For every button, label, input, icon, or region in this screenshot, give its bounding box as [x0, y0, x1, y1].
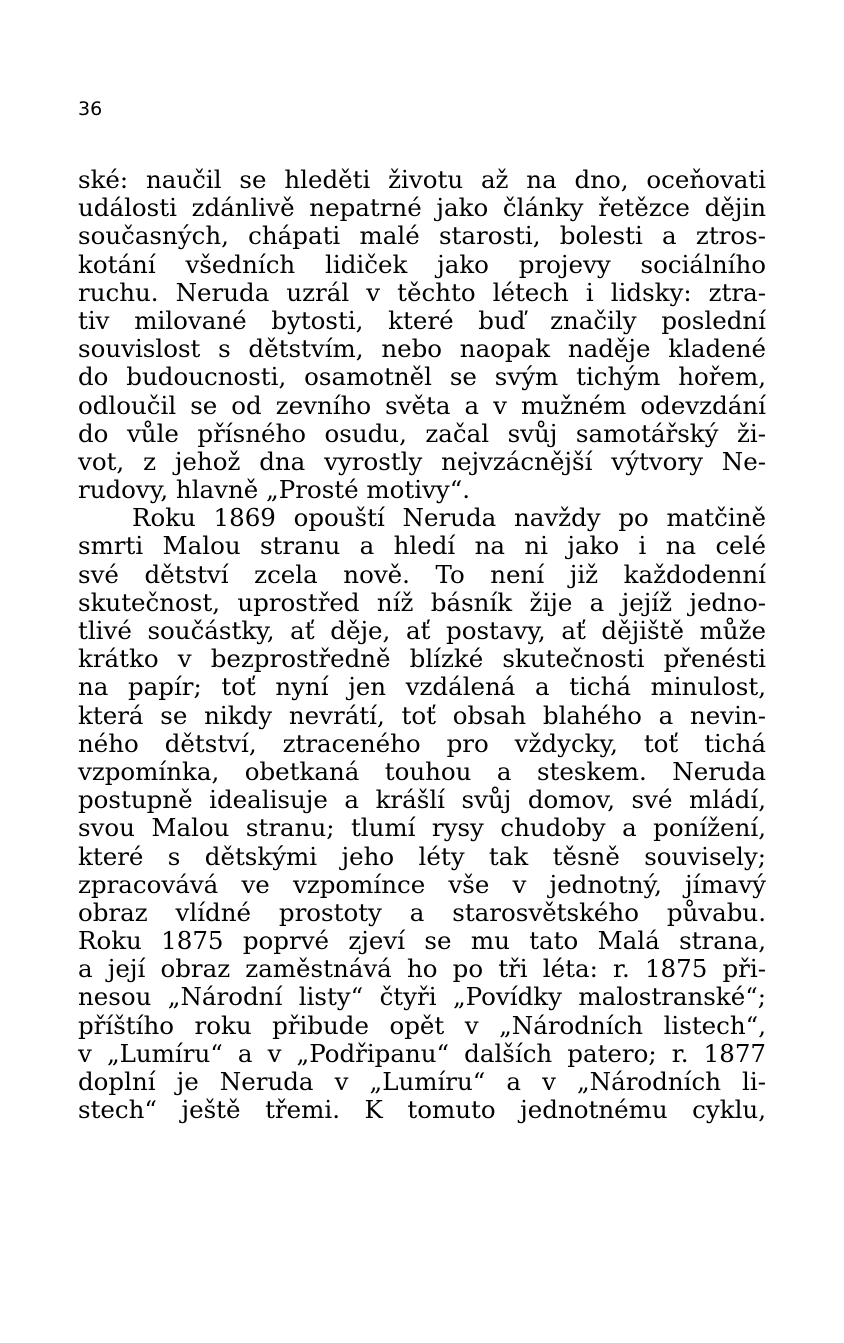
text-line: které s dětskými jeho léty tak těsně souvisely;	[78, 841, 766, 871]
text-line: své dětství zcela nově. To není již každodenní	[78, 559, 766, 589]
text-line: v „Lumíru“ a v „Podřipanu“ dalších patero; r. 1877	[78, 1038, 766, 1068]
text-line: která se nikdy nevrátí, toť obsah blahého a nevin-	[78, 700, 766, 730]
text-line: ské: naučil se hleděti životu až na dno, oceňovati	[78, 165, 766, 194]
text-line: do budoucnosti, osamotněl se svým tichým hořem,	[78, 362, 766, 392]
text-line: zpracovává ve vzpomínce vše v jednotný, jímavý	[78, 869, 766, 899]
text-line: postupně idealisuje a krášlí svůj domov, své mládí,	[78, 785, 766, 815]
text-line: příštího roku přibude opět v „Národních listech“,	[78, 1010, 766, 1040]
paragraph-end-line: rudovy, hlavně „Prosté motivy“.	[78, 475, 471, 505]
text-line: stech“ ještě třemi. K tomuto jednotnému cyklu,	[78, 1095, 766, 1125]
paragraph-start-line: Roku 1869 opouští Neruda navždy po matčině	[132, 503, 766, 533]
text-line: doplní je Neruda v „Lumíru“ a v „Národních li-	[78, 1067, 766, 1096]
text-line: skutečnost, uprostřed níž básník žije a jejíž jedno-	[78, 587, 766, 617]
text-line: odloučil se od zevního světa a v mužném odevzdání	[78, 390, 766, 420]
text-line: ného dětství, ztraceného pro vždycky, toť tichá	[78, 728, 766, 758]
text-line: a její obraz zaměstnává ho po tři léta: r. 1875 při-	[78, 954, 766, 984]
text-line: smrti Malou stranu a hledí na ni jako i na celé	[78, 531, 766, 561]
text-line: krátko v bezprostředně blízké skutečnosti přenésti	[78, 644, 766, 674]
text-line: události zdánlivě nepatrné jako články řetězce dějin	[78, 193, 766, 223]
text-line: Roku 1875 poprvé zjeví se mu tato Malá strana,	[78, 926, 766, 956]
text-line: na papír; toť nyní jen vzdálená a tichá minulost,	[78, 672, 766, 702]
body-text	[78, 166, 766, 1124]
page-number: 36	[78, 98, 103, 120]
text-line: souvislost s dětstvím, nebo naopak naděje kladené	[78, 334, 766, 364]
text-line: vot, z jehož dna vyrostly nejvzácnější výtvory Ne-	[78, 446, 766, 476]
text-line: tiv milované bytosti, které buď značily poslední	[78, 305, 766, 335]
text-line: tlivé součástky, ať děje, ať postavy, ať dějiště může	[78, 616, 766, 645]
text-line: ruchu. Neruda uzrál v těchto létech i lidsky: ztra-	[78, 277, 766, 307]
text-line: kotání všedních lidiček jako projevy sociálního	[78, 249, 766, 279]
text-line: současných, chápati malé starosti, bolesti a ztros-	[78, 221, 766, 251]
text-line: nesou „Národní listy“ čtyři „Povídky malostranské“;	[78, 982, 766, 1012]
text-line: do vůle přísného osudu, začal svůj samotářský ži-	[78, 418, 766, 448]
text-line: vzpomínka, obetkaná touhou a steskem. Neruda	[78, 756, 766, 786]
text-line: svou Malou stranu; tlumí rysy chudoby a ponížení,	[78, 813, 766, 843]
text-line: obraz vlídné prostoty a starosvětského půvabu.	[78, 897, 766, 927]
